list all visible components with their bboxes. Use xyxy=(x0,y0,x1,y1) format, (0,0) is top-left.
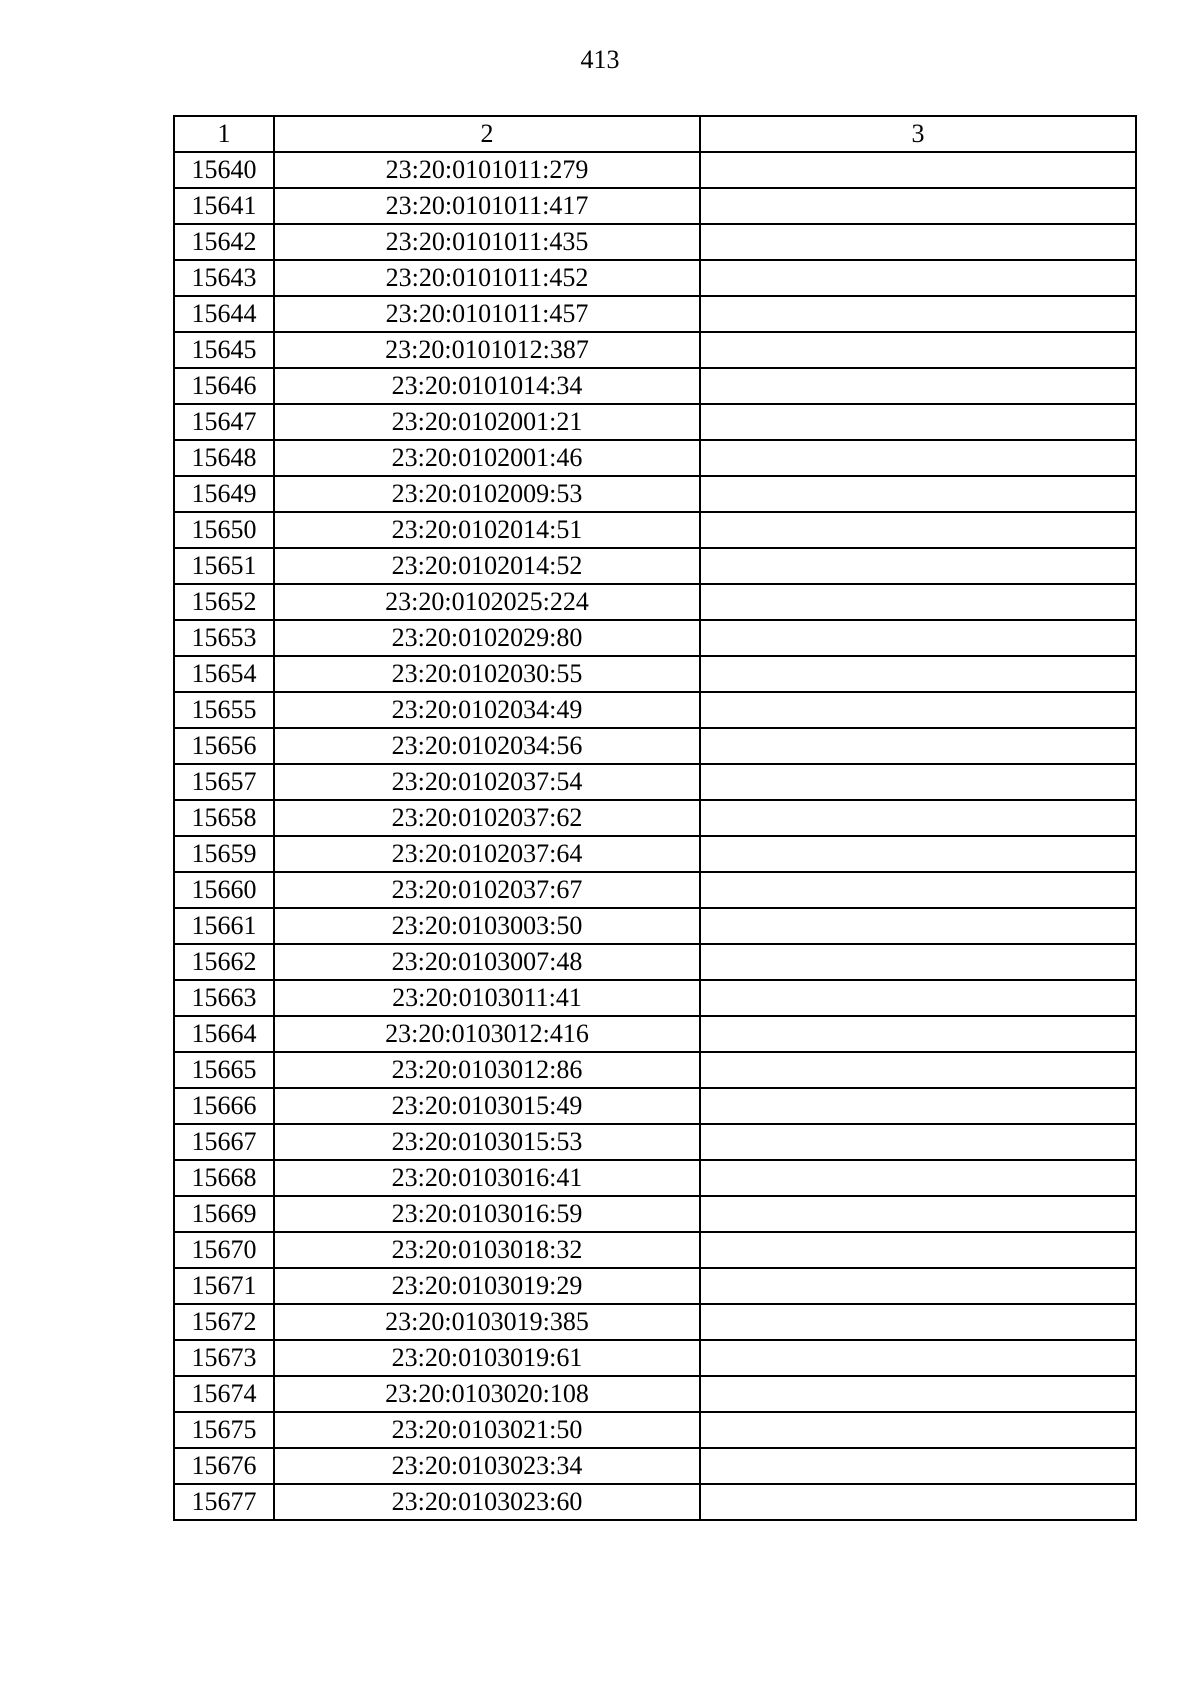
table-cell-col-1: 15650 xyxy=(174,512,274,548)
table-cell-col-1: 15641 xyxy=(174,188,274,224)
table-cell-col-1: 15645 xyxy=(174,332,274,368)
table-cell-col-3 xyxy=(700,332,1136,368)
table-cell-col-2: 23:20:0101011:435 xyxy=(274,224,700,260)
header-row xyxy=(174,116,1136,152)
table-cell-col-3 xyxy=(700,1340,1136,1376)
table-cell-col-1: 15670 xyxy=(174,1232,274,1268)
table-cell-col-1: 15660 xyxy=(174,872,274,908)
table-cell-col-2: 23:20:0102014:52 xyxy=(274,548,700,584)
table-cell-col-1: 15652 xyxy=(174,584,274,620)
table-row xyxy=(174,224,1136,260)
table-cell-col-3 xyxy=(700,1160,1136,1196)
table-cell-col-1: 15668 xyxy=(174,1160,274,1196)
table-row xyxy=(174,1232,1136,1268)
table-row xyxy=(174,800,1136,836)
table-cell-col-3 xyxy=(700,1448,1136,1484)
table-row xyxy=(174,296,1136,332)
table-row xyxy=(174,1448,1136,1484)
table-cell-col-3 xyxy=(700,296,1136,332)
table-cell-col-1: 15664 xyxy=(174,1016,274,1052)
table-cell-col-3 xyxy=(700,440,1136,476)
table-row xyxy=(174,440,1136,476)
table-cell-col-2: 23:20:0103018:32 xyxy=(274,1232,700,1268)
table-cell-col-2: 23:20:0102001:46 xyxy=(274,440,700,476)
table-cell-col-1: 15672 xyxy=(174,1304,274,1340)
table-cell-col-2: 23:20:0102001:21 xyxy=(274,404,700,440)
table-cell-col-1: 15643 xyxy=(174,260,274,296)
table-cell-col-1: 15673 xyxy=(174,1340,274,1376)
table-cell-col-2: 23:20:0102037:54 xyxy=(274,764,700,800)
table-cell-col-2: 23:20:0103016:41 xyxy=(274,1160,700,1196)
table-row xyxy=(174,368,1136,404)
table-cell-col-1: 15675 xyxy=(174,1412,274,1448)
table-cell-col-1: 15649 xyxy=(174,476,274,512)
table-cell-col-2: 23:20:0103019:61 xyxy=(274,1340,700,1376)
table-cell-col-3 xyxy=(700,1376,1136,1412)
header-cell-3: 3 xyxy=(700,116,1136,152)
table-row xyxy=(174,512,1136,548)
table-row xyxy=(174,188,1136,224)
table-row xyxy=(174,1340,1136,1376)
table-cell-col-1: 15651 xyxy=(174,548,274,584)
table-cell-col-3 xyxy=(700,1484,1136,1520)
table-cell-col-1: 15665 xyxy=(174,1052,274,1088)
table-cell-col-3 xyxy=(700,692,1136,728)
table-cell-col-2: 23:20:0101014:34 xyxy=(274,368,700,404)
table-cell-col-3 xyxy=(700,944,1136,980)
table-cell-col-3 xyxy=(700,548,1136,584)
header-cell-1: 1 xyxy=(174,116,274,152)
table-row xyxy=(174,980,1136,1016)
table-cell-col-2: 23:20:0102034:49 xyxy=(274,692,700,728)
table-row xyxy=(174,1268,1136,1304)
table-cell-col-3 xyxy=(700,1052,1136,1088)
table-row xyxy=(174,584,1136,620)
table-cell-col-1: 15661 xyxy=(174,908,274,944)
table-cell-col-2: 23:20:0103019:385 xyxy=(274,1304,700,1340)
table-row xyxy=(174,476,1136,512)
table-row xyxy=(174,1484,1136,1520)
table-cell-col-3 xyxy=(700,1268,1136,1304)
table-cell-col-2: 23:20:0101012:387 xyxy=(274,332,700,368)
table-cell-col-1: 15642 xyxy=(174,224,274,260)
table-cell-col-2: 23:20:0101011:417 xyxy=(274,188,700,224)
table-cell-col-2: 23:20:0102030:55 xyxy=(274,656,700,692)
table-row xyxy=(174,908,1136,944)
table-row xyxy=(174,332,1136,368)
table-cell-col-2: 23:20:0102037:64 xyxy=(274,836,700,872)
table-row xyxy=(174,944,1136,980)
table-cell-col-3 xyxy=(700,1016,1136,1052)
page-number: 413 xyxy=(580,45,620,74)
table-cell-col-1: 15674 xyxy=(174,1376,274,1412)
table-cell-col-3 xyxy=(700,368,1136,404)
table-cell-col-1: 15657 xyxy=(174,764,274,800)
table-cell-col-2: 23:20:0103019:29 xyxy=(274,1268,700,1304)
table-row xyxy=(174,836,1136,872)
table-row xyxy=(174,692,1136,728)
table-cell-col-2: 23:20:0102025:224 xyxy=(274,584,700,620)
table-row xyxy=(174,1196,1136,1232)
table-cell-col-3 xyxy=(700,1412,1136,1448)
table-cell-col-2: 23:20:0103003:50 xyxy=(274,908,700,944)
table-cell-col-2: 23:20:0103007:48 xyxy=(274,944,700,980)
table-cell-col-2: 23:20:0102034:56 xyxy=(274,728,700,764)
table-cell-col-2: 23:20:0103012:86 xyxy=(274,1052,700,1088)
table-cell-col-3 xyxy=(700,1304,1136,1340)
table-cell-col-1: 15644 xyxy=(174,296,274,332)
table-cell-col-3 xyxy=(700,656,1136,692)
table-cell-col-1: 15663 xyxy=(174,980,274,1016)
table-cell-col-2: 23:20:0101011:457 xyxy=(274,296,700,332)
table-cell-col-3 xyxy=(700,872,1136,908)
table-cell-col-1: 15655 xyxy=(174,692,274,728)
table-cell-col-3 xyxy=(700,728,1136,764)
table-cell-col-3 xyxy=(700,152,1136,188)
table-cell-col-3 xyxy=(700,764,1136,800)
table-cell-col-2: 23:20:0102009:53 xyxy=(274,476,700,512)
table-row xyxy=(174,1412,1136,1448)
table-cell-col-1: 15666 xyxy=(174,1088,274,1124)
table-cell-col-1: 15676 xyxy=(174,1448,274,1484)
header-cell-2: 2 xyxy=(274,116,700,152)
table-cell-col-2: 23:20:0103011:41 xyxy=(274,980,700,1016)
table-cell-col-3 xyxy=(700,800,1136,836)
table-container xyxy=(173,115,1137,1521)
table-cell-col-2: 23:20:0103015:49 xyxy=(274,1088,700,1124)
table-row xyxy=(174,656,1136,692)
table-cell-col-3 xyxy=(700,836,1136,872)
table-row xyxy=(174,152,1136,188)
table-cell-col-1: 15654 xyxy=(174,656,274,692)
table-cell-col-3 xyxy=(700,1124,1136,1160)
table-cell-col-3 xyxy=(700,512,1136,548)
table-cell-col-2: 23:20:0102037:62 xyxy=(274,800,700,836)
table-cell-col-1: 15646 xyxy=(174,368,274,404)
table-cell-col-1: 15669 xyxy=(174,1196,274,1232)
table-row xyxy=(174,404,1136,440)
table-cell-col-2: 23:20:0103012:416 xyxy=(274,1016,700,1052)
table-cell-col-1: 15667 xyxy=(174,1124,274,1160)
table-cell-col-3 xyxy=(700,1088,1136,1124)
table-cell-col-3 xyxy=(700,224,1136,260)
table-row xyxy=(174,1376,1136,1412)
table-cell-col-3 xyxy=(700,260,1136,296)
table-cell-col-1: 15658 xyxy=(174,800,274,836)
table-cell-col-2: 23:20:0103015:53 xyxy=(274,1124,700,1160)
table-row xyxy=(174,764,1136,800)
table-cell-col-2: 23:20:0101011:279 xyxy=(274,152,700,188)
table-cell-col-2: 23:20:0102029:80 xyxy=(274,620,700,656)
table-row xyxy=(174,1124,1136,1160)
table-cell-col-3 xyxy=(700,404,1136,440)
table-cell-col-1: 15656 xyxy=(174,728,274,764)
table-row xyxy=(174,260,1136,296)
table-cell-col-3 xyxy=(700,620,1136,656)
table-cell-col-1: 15677 xyxy=(174,1484,274,1520)
table-cell-col-1: 15640 xyxy=(174,152,274,188)
table-cell-col-2: 23:20:0103023:60 xyxy=(274,1484,700,1520)
table-row xyxy=(174,1304,1136,1340)
table-cell-col-2: 23:20:0102037:67 xyxy=(274,872,700,908)
table-row xyxy=(174,872,1136,908)
table-cell-col-2: 23:20:0103016:59 xyxy=(274,1196,700,1232)
table-cell-col-3 xyxy=(700,908,1136,944)
table-row xyxy=(174,548,1136,584)
table-cell-col-3 xyxy=(700,1196,1136,1232)
table-row xyxy=(174,1088,1136,1124)
table-cell-col-3 xyxy=(700,584,1136,620)
table-cell-col-3 xyxy=(700,476,1136,512)
table-body xyxy=(174,152,1136,1520)
table-cell-col-2: 23:20:0103020:108 xyxy=(274,1376,700,1412)
table-cell-col-3 xyxy=(700,1232,1136,1268)
table-cell-col-2: 23:20:0103021:50 xyxy=(274,1412,700,1448)
table-cell-col-3 xyxy=(700,980,1136,1016)
table-cell-col-1: 15653 xyxy=(174,620,274,656)
table-row xyxy=(174,728,1136,764)
table-cell-col-2: 23:20:0101011:452 xyxy=(274,260,700,296)
table-cell-col-3 xyxy=(700,188,1136,224)
table-row xyxy=(174,1052,1136,1088)
table-cell-col-1: 15659 xyxy=(174,836,274,872)
table-cell-col-1: 15648 xyxy=(174,440,274,476)
table-cell-col-2: 23:20:0103023:34 xyxy=(274,1448,700,1484)
table-cell-col-2: 23:20:0102014:51 xyxy=(274,512,700,548)
table-row xyxy=(174,620,1136,656)
table-row xyxy=(174,1160,1136,1196)
table-cell-col-1: 15671 xyxy=(174,1268,274,1304)
table-header xyxy=(174,116,1136,152)
table-row xyxy=(174,1016,1136,1052)
table-cell-col-1: 15647 xyxy=(174,404,274,440)
table-cell-col-1: 15662 xyxy=(174,944,274,980)
data-table xyxy=(173,115,1137,1521)
